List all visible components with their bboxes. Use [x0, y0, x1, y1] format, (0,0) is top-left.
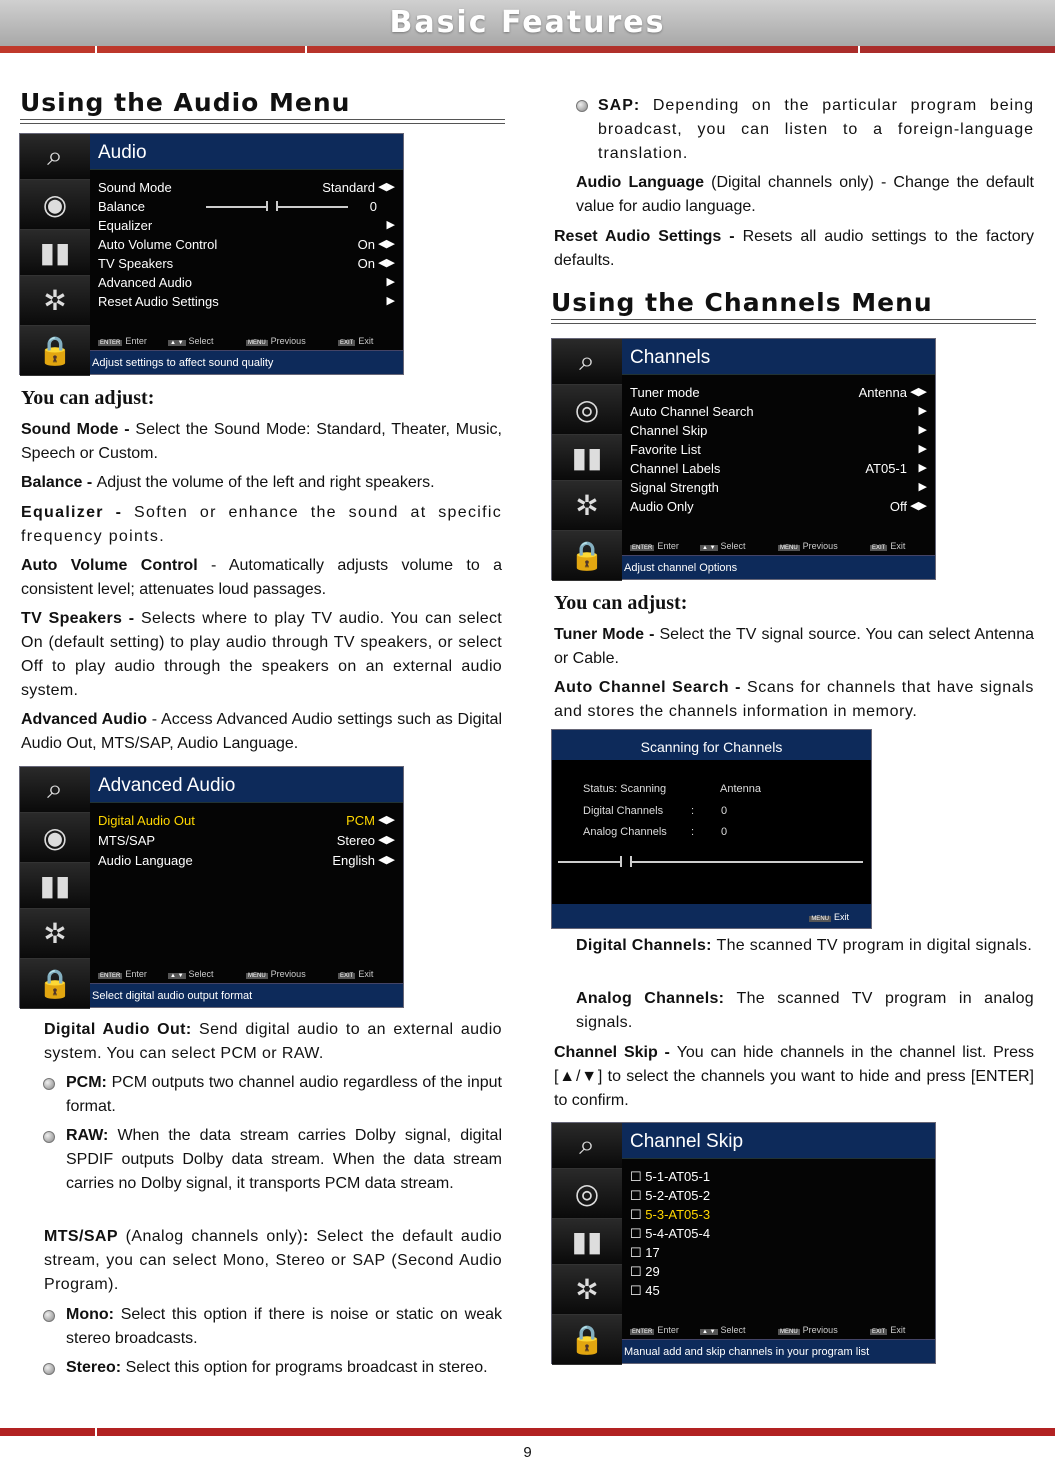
- scan-status-value: Antenna: [720, 783, 761, 795]
- menu-row: Equalizer ▶: [98, 218, 395, 233]
- bullet-icon: [43, 1310, 55, 1322]
- skip-row: ☐ 5-1-AT05-1: [630, 1169, 711, 1184]
- menu-row: Reset Audio Settings ▶: [98, 294, 395, 309]
- bullet-icon: [576, 100, 588, 112]
- channels-icon: ▮▮: [552, 435, 622, 481]
- scan-status-label: Status: Scanning: [583, 783, 667, 795]
- channels-menu-heading: Using the Channels Menu: [551, 288, 1036, 320]
- page-header: [0, 0, 1055, 46]
- menu-title: Channels: [622, 339, 935, 375]
- menu-status: Adjust settings to affect sound quality: [90, 350, 403, 374]
- menu-status: Adjust channel Options: [622, 555, 935, 579]
- settings-icon: ✲: [552, 1265, 622, 1315]
- balance-text: Balance - Adjust the volume of the left and right speakers.: [21, 474, 435, 491]
- lock-icon: 🔒: [552, 1315, 622, 1365]
- channels-menu-screenshot: [551, 338, 936, 580]
- menu-status: Manual add and skip channels in your program list: [622, 1339, 935, 1363]
- you-can-adjust-heading: You can adjust:: [554, 592, 688, 614]
- scan-exit-hint: MENU Exit: [811, 912, 849, 922]
- lock-icon: 🔒: [20, 326, 90, 376]
- raw-text: RAW: When the data stream carries Dolby signal, digital SPDIF outputs Dolby data stream. When the data stream carries no Dolby signal, it transports PCM data stream.: [66, 1127, 503, 1192]
- menu-sidebar: [20, 767, 90, 1007]
- stereo-text: Stereo: Select this option for programs broadcast in stereo.: [66, 1359, 488, 1376]
- advanced-audio-text: Advanced Audio - Access Advanced Audio settings such as Digital Audio Out, MTS/SAP, Audio Language.: [21, 711, 503, 752]
- menu-row: MTS/SAP Stereo ◀▶: [98, 833, 395, 848]
- menu-row: Signal Strength ▶: [630, 480, 927, 495]
- menu-title: Advanced Audio: [90, 767, 403, 803]
- settings-icon: ✲: [20, 909, 90, 959]
- menu-hints: ENTER Enter ▲ ▼ Select MENU Previous EXIT Exit: [632, 541, 906, 551]
- menu-sidebar: [552, 339, 622, 579]
- analog-channels-value: 0: [721, 826, 728, 838]
- audio-menu-heading: Using the Audio Menu: [20, 88, 505, 120]
- audio-icon: ◎: [552, 385, 622, 435]
- digital-audio-out-text: Digital Audio Out: Send digital audio to an external audio system. You can select PCM or RAW.: [44, 1021, 502, 1062]
- menu-hints: ENTER Enter ▲ ▼ Select MENU Previous EXIT Exit: [100, 336, 374, 346]
- digital-channels-value: 0: [721, 805, 728, 817]
- skip-row: ☐ 5-4-AT05-4: [630, 1226, 711, 1241]
- skip-row: ☐ 17: [630, 1245, 660, 1260]
- mono-text: Mono: Select this option if there is noise or static on weak stereo broadcasts.: [66, 1306, 503, 1347]
- analog-channels-label: Analog Channels: [583, 826, 667, 838]
- menu-row: Auto Channel Search ▶: [630, 404, 927, 419]
- scan-title: Scanning for Channels: [552, 730, 871, 760]
- menu-status: Select digital audio output format: [90, 983, 403, 1007]
- lock-icon: 🔒: [20, 959, 90, 1009]
- bullet-icon: [43, 1078, 55, 1090]
- bullet-icon: [43, 1131, 55, 1143]
- advanced-audio-menu-screenshot: [19, 766, 404, 1008]
- digital-channels-text: Digital Channels: The scanned TV program in digital signals.: [576, 937, 1033, 954]
- audio-icon: ◉: [20, 180, 90, 230]
- page-title: Basic Features: [389, 5, 666, 40]
- audio-icon: ◎: [552, 1169, 622, 1219]
- audio-icon: ◉: [20, 813, 90, 863]
- tv-speakers-text: TV Speakers - Selects where to play TV audio. You can select On (default setting) to play audio through TV speakers, or select Off to play audio through the speakers on an external audio system.: [21, 610, 502, 699]
- auto-channel-search-text: Auto Channel Search - Scans for channels that have signals and stores the channels information in memory.: [554, 679, 1034, 720]
- mts-sap-text: MTS/SAP (Analog channels only): Select the default audio stream, you can select Mono, Stereo or SAP (Second Audio Program).: [44, 1228, 502, 1293]
- skip-row-selected: ☐ 5-3-AT05-3: [630, 1207, 711, 1222]
- channel-skip-text: Channel Skip - You can hide channels in the channel list. Press [▲/▼] to select the channels you want to hide and press [ENTER] to confirm.: [554, 1044, 1034, 1109]
- sound-mode-text: Sound Mode - Select the Sound Mode: Standard, Theater, Music, Speech or Custom.: [21, 421, 502, 462]
- analog-channels-text: Analog Channels: The scanned TV program in analog signals.: [576, 990, 1034, 1031]
- menu-row: Sound Mode Standard ◀▶: [98, 180, 395, 195]
- page-number: 9: [523, 1444, 532, 1461]
- picture-icon: ⌕: [20, 134, 90, 180]
- menu-sidebar: [20, 134, 90, 374]
- bullet-icon: [43, 1363, 55, 1375]
- menu-row: Channel Labels AT05-1 ▶: [630, 461, 927, 476]
- channel-skip-screenshot: [551, 1122, 936, 1364]
- menu-title: Channel Skip: [622, 1123, 935, 1159]
- skip-row: ☐ 5-2-AT05-2: [630, 1188, 711, 1203]
- channels-icon: ▮▮: [552, 1219, 622, 1265]
- tuner-mode-text: Tuner Mode - Select the TV signal source. You can select Antenna or Cable.: [554, 626, 1035, 667]
- menu-row: Favorite List ▶: [630, 442, 927, 457]
- digital-channels-label: Digital Channels: [583, 805, 664, 817]
- you-can-adjust-heading: You can adjust:: [21, 387, 155, 409]
- menu-row: Tuner mode Antenna ◀▶: [630, 385, 927, 400]
- equalizer-text: Equalizer - Soften or enhance the sound at specific frequency points.: [21, 504, 503, 545]
- progress-track-right: [632, 861, 863, 863]
- menu-row: Auto Volume Control On ◀▶: [98, 237, 395, 252]
- menu-title: Audio: [90, 134, 403, 170]
- menu-row-selected: Digital Audio Out PCM ◀▶: [98, 813, 395, 828]
- menu-row: Channel Skip ▶: [630, 423, 927, 438]
- lock-icon: 🔒: [552, 531, 622, 581]
- picture-icon: ⌕: [20, 767, 90, 813]
- sap-text: SAP: Depending on the particular program being broadcast, you can listen to a foreign-language translation.: [598, 97, 1034, 162]
- picture-icon: ⌕: [552, 1123, 622, 1169]
- menu-row: TV Speakers On ◀▶: [98, 256, 395, 271]
- header-rule: [0, 46, 1055, 53]
- menu-row: Audio Only Off ◀▶: [630, 499, 927, 514]
- audio-language-text: Audio Language (Digital channels only) - Change the default value for audio language.: [576, 174, 1034, 215]
- scanning-screenshot: Scanning for Channels Status: Scanning Antenna Digital Channels : 0 Analog Channels : 0 MENU Exit: [551, 729, 872, 929]
- menu-row: Advanced Audio ▶: [98, 275, 395, 290]
- settings-icon: ✲: [20, 276, 90, 326]
- pcm-text: PCM: PCM outputs two channel audio regardless of the input format.: [66, 1074, 503, 1115]
- auto-volume-text: Auto Volume Control - Automatically adjusts volume to a consistent level; attenuates loud passages.: [21, 557, 503, 598]
- audio-menu-screenshot: [19, 133, 404, 375]
- menu-row: Audio Language English ◀▶: [98, 853, 395, 868]
- channels-icon: ▮▮: [20, 230, 90, 276]
- footer-rule: [0, 1428, 1055, 1436]
- progress-track-left: [558, 861, 620, 863]
- skip-row: ☐ 45: [630, 1283, 660, 1298]
- settings-icon: ✲: [552, 481, 622, 531]
- picture-icon: ⌕: [552, 339, 622, 385]
- menu-row: Balance 0: [98, 199, 377, 214]
- menu-sidebar: [552, 1123, 622, 1363]
- channels-icon: ▮▮: [20, 863, 90, 909]
- reset-audio-text: Reset Audio Settings - Resets all audio settings to the factory defaults.: [554, 228, 1035, 269]
- menu-hints: ENTER Enter ▲ ▼ Select MENU Previous EXIT Exit: [100, 969, 374, 979]
- menu-hints: ENTER Enter ▲ ▼ Select MENU Previous EXIT Exit: [632, 1325, 906, 1335]
- skip-row: ☐ 29: [630, 1264, 660, 1279]
